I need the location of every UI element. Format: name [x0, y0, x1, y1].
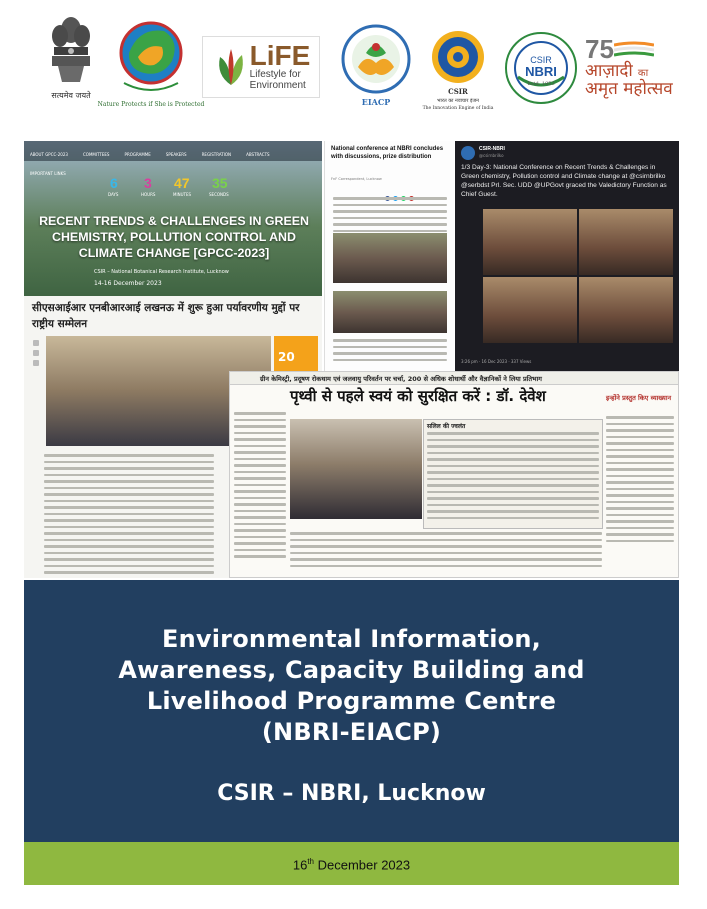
article-photo-2	[333, 291, 447, 333]
newspaper-column-left	[234, 412, 286, 562]
newspaper-strapline	[230, 372, 678, 385]
news-advert-number: 20	[278, 350, 295, 364]
csir-gear-icon	[430, 29, 486, 85]
national-emblem-logo	[36, 14, 106, 101]
paryavaran-logo	[97, 10, 205, 110]
news-body-text	[44, 454, 214, 578]
counter-seconds-label: SECONDS	[209, 192, 229, 197]
website-venue: CSIR – National Botanical Research Institute, Lucknow	[94, 269, 229, 275]
life-sub-1: Lifestyle for	[249, 69, 301, 80]
article-intro-text	[333, 197, 447, 236]
programme-title-line-4: (NBRI-EIACP)	[261, 718, 442, 746]
newspaper-body-text	[290, 532, 602, 571]
newspaper-box-story	[423, 419, 603, 529]
counter-seconds: 35	[212, 175, 228, 191]
newspaper-strapline-text: ग्रीन केमिस्ट्री, प्रदूषण रोकथाम एवं जलवायु परिवर्तन पर चर्चा, 200 से अधिक शोधार्थी और वैज्ञानिकों ने लिया प्रतिभाग	[260, 375, 542, 383]
azadi-line-2: अमृत महोत्सव	[585, 78, 673, 99]
tweet-user: CSIR-NBRI	[479, 146, 505, 152]
eiacp-hands-icon	[340, 23, 412, 95]
newspaper-headline: पृथ्वी से पहले स्वयं को सुरक्षित करें : डॉ. देवेश	[290, 387, 546, 405]
life-sub-2: Environment	[249, 80, 306, 91]
media-coverage-collage	[24, 141, 679, 578]
website-nav-item: SPEAKERS	[165, 152, 187, 157]
life-logo	[202, 36, 320, 98]
tweet-photo-4	[579, 277, 673, 343]
website-nav-item: PROGRAMME	[124, 152, 151, 157]
organisation-name: CSIR – NBRI, Lucknow	[217, 781, 486, 806]
website-nav-item: ABOUT GPCC-2023	[30, 152, 68, 157]
article-title: National conference at NBRI concludes with discussions, prize distribution	[331, 146, 444, 160]
counter-days-label: DAYS	[108, 192, 119, 197]
counter-days: 6	[110, 175, 118, 191]
tweet-photo-2	[579, 209, 673, 275]
nbri-emblem-icon	[504, 31, 578, 105]
counter-hours-label: HOURS	[141, 192, 156, 197]
website-dates: 14-16 December 2023	[94, 280, 162, 287]
tweet-photo-1	[483, 209, 577, 275]
counter-minutes-label: MINUTES	[173, 192, 192, 197]
nature-globe-icon	[114, 13, 188, 99]
hindi-newspaper-clipping	[229, 371, 679, 578]
conference-website-screenshot	[24, 141, 322, 296]
report-date	[24, 857, 679, 872]
website-conference-title: RECENT TRENDS & CHALLENGES IN GREEN CHEMISTRY, POLLUTION CONTROL AND CLIMATE CHANGE [GPCC-2023]	[39, 214, 309, 260]
website-nav-item: COMMITTEES	[83, 152, 110, 157]
tweet-photo-3	[483, 277, 577, 343]
programme-title-line-3: Livelihood Programme Centre	[146, 687, 557, 715]
website-nav-item: ABSTRACTS	[246, 152, 270, 157]
paryavaran-tagline: Nature Protects if She is Protected	[97, 100, 205, 108]
newspaper-side-title: इन्होंने प्रस्तुत किए व्याख्यान	[606, 394, 672, 402]
article-photo-1	[333, 233, 447, 283]
tricolour-flag-icon	[614, 41, 654, 57]
title-band	[24, 580, 679, 842]
news-share-icons	[29, 336, 43, 426]
programme-title	[24, 624, 679, 748]
news-headline: सीएसआईआर एनबीआरआई लखनऊ में शुरू हुआ पर्यावरणीय मुद्दों पर राष्ट्रीय सम्मेलन	[32, 302, 300, 330]
newspaper-side-text	[606, 416, 674, 546]
eiacp-label: EIACP	[361, 97, 391, 107]
programme-title-line-1: Environmental Information,	[162, 625, 541, 653]
nbri-est-text: Estd. 1953	[527, 81, 555, 87]
date-band	[24, 842, 679, 885]
csir-label: CSIR	[448, 87, 468, 96]
programme-title-line-2: Awareness, Capacity Building and	[118, 656, 585, 684]
csir-tagline: The Innovation Engine of India	[422, 106, 494, 111]
logo-strip	[20, 10, 687, 120]
tweet-text: 1/3 Day-3: National Conference on Recent Trends & Challenges in Green chemistry, Pollution control and Climate change at @csirnbrilko @serbdst Prl. Sec. UDD @UPGovt graced the Valedictory Function as Chief Guest.	[461, 164, 667, 198]
nbri-csir-text: CSIR	[530, 55, 552, 65]
website-nav	[24, 141, 322, 176]
azadi-ka: का	[637, 67, 649, 79]
life-leaf-icon	[212, 45, 250, 89]
azadi-ka-amrit-mahotsav-logo	[585, 32, 685, 102]
csir-hindi: भारत का नवाचार इंजन	[437, 98, 479, 104]
csir-logo	[420, 22, 496, 118]
website-nav-item: REGISTRATION	[201, 152, 232, 157]
nbri-text: NBRI	[525, 64, 557, 79]
eiacp-logo	[336, 20, 416, 110]
life-title: LiFE	[249, 40, 311, 71]
website-nav-item: IMPORTANT LINKS	[30, 171, 66, 176]
counter-hours: 3	[144, 175, 152, 191]
newspaper-photo	[290, 419, 422, 519]
azadi-75: 75	[585, 33, 614, 64]
article-body-text	[333, 339, 447, 365]
newspaper-box-title: सलिल की ज्वलंत	[427, 423, 466, 430]
lion-capital-icon	[48, 14, 94, 88]
date-month-year: December 2023	[314, 857, 411, 873]
counter-minutes: 47	[174, 175, 190, 191]
nbri-logo	[502, 28, 580, 108]
newspaper-box-text	[427, 432, 599, 523]
tweet-avatar	[461, 146, 475, 160]
csir-nbri-tweet	[455, 141, 679, 371]
emblem-caption: सत्यमेव जयते	[51, 91, 91, 100]
english-news-article	[324, 141, 454, 371]
tweet-handle: @csirnbrilko	[479, 153, 504, 158]
date-suffix: th	[307, 857, 314, 866]
azadi-line-1: आज़ादी	[585, 60, 633, 81]
tweet-footer: 3:26 pm · 16 Dec 2023 · 337 Views	[461, 359, 532, 364]
date-day: 16	[292, 857, 308, 873]
article-source: FnF Correspondent, Lucknow	[331, 177, 382, 181]
